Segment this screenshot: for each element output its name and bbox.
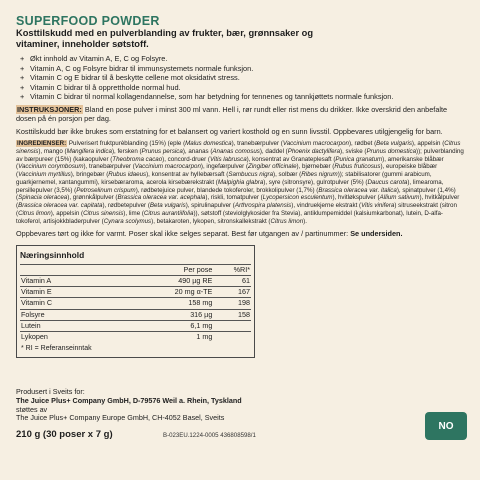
ingredient-text: ), tranebærpulver ( (83, 163, 135, 171)
latin-name: Beta vulgaris (376, 140, 412, 148)
latin-name: Malus domestica (185, 140, 232, 148)
storage-note: Oppbevares tørt og ikke for varmt. Poser skal ikke selges separat. Best før utgangen av / partinummer: Se undersiden. (16, 229, 403, 239)
ingredient-text: ), fersken ( (111, 147, 142, 155)
nutrient-ri: 167 (213, 287, 251, 298)
latin-name: Petroselinum crispum (76, 186, 136, 194)
ingredients-text (16, 140, 464, 225)
ingredient-text: ), spirulinapulver ( (185, 202, 235, 210)
instructions-text: Bland en pose pulver i minst 300 ml vann. Hell i, rør rundt eller rist mens du drikker. Ikke overskrid den anbefalte dosen på én porsjon per dag. (16, 104, 448, 123)
product-subtitle: Kosttilskudd med en pulverblanding av frukter, bær, grønnsaker og vitaminer, inneholder søtstoff. (16, 28, 314, 49)
net-weight: 210 g (30 poser x 7 g) (16, 429, 113, 440)
benefit-item: + Vitamin C og E bidrar til å beskytte cellene mot oksidativt stress. (20, 73, 240, 82)
nutrient-ri: 158 (213, 309, 251, 320)
disclaimer: Kosttilskudd bør ikke brukes som erstatning for et balansert og variert kosthold og en sunn livsstil. Oppbevares utilgjengelig for barn. (16, 126, 443, 136)
ingredient-text: ), bjørnebær ( (296, 163, 335, 171)
latin-name: Arthrospira platensis (234, 202, 292, 210)
producer-company: The Juice Plus+ Company GmbH, D-79576 Weil a. Rhein, Tyskland (16, 395, 242, 405)
benefit-item: + Vitamin C bidrar til normal kollagendannelse, som har betydning for tennenes og tannkjøttets normale funksjon. (20, 92, 394, 101)
table-row (20, 298, 251, 309)
latin-name: Vaccinium myrtillus (18, 171, 71, 179)
latin-name: Prunus persica (141, 147, 183, 155)
latin-name: Vaccinium corymbosum (18, 163, 84, 171)
ingredient-text: ), hvitkålpulver ( (16, 194, 460, 210)
nutrient-name: Lutein (20, 321, 132, 332)
table-row (20, 275, 251, 286)
ingredient-text: ), konsentrat av Granateplesaft ( (246, 155, 336, 163)
ingredient-text: ), vindruekjerne ekstrakt ( (291, 202, 362, 210)
latin-name: Allium sativum (379, 194, 420, 202)
nutrient-name: Vitamin C (20, 298, 132, 309)
ingredient-text: ), spinatpulver (1,4%) ( (16, 186, 456, 202)
nutrition-table (20, 264, 251, 343)
ingredient-text: ), hvitløkspulver ( (332, 194, 380, 202)
table-row (20, 309, 251, 320)
language-badge: NO (425, 412, 467, 440)
latin-name: Prunus domestica (366, 147, 417, 155)
label-content (16, 14, 466, 358)
table-row (20, 287, 251, 298)
latin-name: Spinacia oleracea (18, 194, 68, 202)
latin-name: Daucus carota (367, 178, 408, 186)
ingredient-text: ), amerikanske blåbær ( (16, 155, 444, 171)
benefit-item: + Økt innhold av Vitamin A, E, C og Folsyre. (20, 54, 168, 63)
nutrition-table-box (16, 245, 255, 358)
header-per-pose: Per pose (132, 264, 213, 275)
latin-name: Brassica oleracea var. acephala (117, 194, 206, 202)
instructions-label: INSTRUKSJONER: (17, 104, 82, 114)
ingredient-text: ), tranebærpulver ( (231, 140, 283, 148)
ingredient-text: )), søtstoff (steviolglykosider fra Stevia), antiklumpemiddel (kalsiumkarbonat), lutein, D-alfa-tokoferol, artisjokkbladerpulver ( (16, 209, 443, 225)
latin-name: Vitis vinifera (361, 202, 395, 210)
ingredient-text: ), concord-druer ( (162, 155, 210, 163)
ingredients-label: INGREDIENSER: (17, 140, 67, 148)
table-row (20, 332, 251, 343)
ingredient-text: ), mango ( (38, 147, 67, 155)
ingredient-text: ), solbær ( (273, 171, 302, 179)
latin-name: Rubus fruticosus (334, 163, 381, 171)
latin-name: Malpighia glabra (217, 178, 264, 186)
nutrient-ri (213, 332, 251, 343)
ingredient-text: ), appelsin ( (411, 140, 445, 148)
ingredient-text: ), europeiske blåbær ( (16, 163, 438, 179)
ingredient-text: ), grønnkålpulver ( (67, 194, 118, 202)
nutrient-ri: 198 (213, 298, 251, 309)
ri-footnote: * RI = Referanseinntak (21, 344, 92, 352)
ingredient-text: )); pulverblanding av bærpureer (15%) (kakaopulver ( (16, 147, 464, 163)
plus-icon: + (20, 63, 25, 73)
latin-name: Vaccinium macrocarpon (134, 163, 201, 171)
ingredient-text: ), rødbetepulver ( (102, 202, 150, 210)
producer-info: Produsert i Sveits for: The Juice Plus+ Company GmbH, D-79576 Weil a. Rhein, Tyskland støttes av The Juice Plus+ Company Europe GmbH, CH-4052 Basel, Sveits (16, 387, 242, 423)
product-codes: B-023EU.1224-0005 436808598/1 (163, 432, 256, 439)
latin-name: Vaccinium macrocarpon (282, 140, 349, 148)
instructions (16, 105, 466, 123)
benefits-list (16, 54, 466, 102)
nutrient-ri: 61 (213, 275, 251, 286)
latin-name: Sambucus nigra (228, 171, 274, 179)
table-header-row (20, 264, 251, 275)
nutrient-value: 316 µg (132, 309, 213, 320)
ingredient-text: ), syre (sitronsyre), gulrotpulver (5%) ( (263, 178, 368, 186)
latin-name: Rubus idaeus (108, 171, 147, 179)
ingredient-text: ). (303, 217, 307, 225)
ingredient-text: ), limearoma, persillepulver (3,5%) ( (16, 178, 444, 194)
plus-icon: + (20, 92, 25, 101)
latin-name: Lycopersicon esculentum (262, 194, 333, 202)
nutrient-value: 490 µg RE (132, 275, 213, 286)
benefit-item: + Vitamin A, C og Folsyre bidrar til immunsystemets normale funksjon. (20, 63, 254, 73)
latin-name: Punica granatum (335, 155, 383, 163)
nutrient-value: 158 mg (132, 298, 213, 309)
ingredient-text: ), rødbetejuice pulver, blandede tokoferoler, brokkolipulver (1,7%) ( (135, 186, 319, 194)
nutrient-value: 6,1 mg (132, 321, 213, 332)
header-name (20, 264, 132, 275)
nutrient-value: 20 mg α-TE (132, 287, 213, 298)
ingredients (16, 140, 466, 225)
ingredient-text: ), riskli, tomatpulver ( (205, 194, 263, 202)
latin-name: Citrus limon (270, 217, 304, 225)
nutrient-name: Vitamin E (20, 287, 132, 298)
latin-name: Mangifera indica (66, 147, 112, 155)
latin-name: Brassica oleracea var. capitata (18, 202, 103, 210)
nutrient-name: Lykopen (21, 332, 48, 342)
plus-icon: + (20, 82, 25, 92)
latin-name: Ribes nigrum (301, 171, 338, 179)
ingredient-text: ), ingefærpulver ( (200, 163, 249, 171)
ingredient-text: Pulverisert fruktpurèblanding (15%) (eple ( (67, 140, 186, 148)
ingredient-text: ), lime ( (123, 209, 144, 217)
nutrient-ri (213, 321, 251, 332)
latin-name: Citrus aurantiifolia (143, 209, 194, 217)
latin-name: Ananas comosus (212, 147, 260, 155)
ingredient-text: ), daddel ( (259, 147, 288, 155)
ingredient-text: ), bringebær ( (70, 171, 109, 179)
latin-name: Theobroma cacao (112, 155, 163, 163)
nutrient-value: 1 mg (196, 332, 213, 342)
ingredient-text: ), sviske ( (340, 147, 367, 155)
latin-name: Brassica oleracea var. italica (318, 186, 397, 194)
plus-icon: + (20, 54, 25, 63)
latin-name: Beta vulgaris (149, 202, 186, 210)
storage-bold: Se undersiden. (350, 229, 403, 239)
header-ri: %RI* (213, 264, 251, 275)
plus-icon: + (20, 73, 25, 82)
ingredient-text: ), ananas ( (182, 147, 213, 155)
latin-name: Vitis labrusca (209, 155, 247, 163)
product-title: SUPERFOOD POWDER (16, 14, 160, 28)
benefit-item: + Vitamin C bidrar til å opprettholde normal hud. (20, 82, 181, 92)
latin-name: Zingiber officinale (248, 163, 297, 171)
ingredient-text: ), rødbet ( (348, 140, 377, 148)
nutrient-name: Vitamin A (20, 275, 132, 286)
nutrition-title: Næringsinnhold (20, 249, 85, 260)
ingredient-text: ), appelsin ( (50, 209, 84, 217)
nutrient-name: Folsyre (20, 309, 132, 320)
table-row (20, 321, 251, 332)
latin-name: Citrus limon (18, 209, 51, 217)
latin-name: Citrus sinensis (83, 209, 124, 217)
ingredient-text: )); stabilisatorer (gummi arabicum, guarkjernemel, xantangummi), kirsebæraroma, acerola kirsebærekstrakt ( (16, 171, 432, 186)
ingredient-text: ) sitruseekstrakt (sitron ( (16, 202, 457, 217)
latin-name: Citrus sinensis (16, 140, 461, 155)
ingredient-text: ), betakaroten, lykopen, sitronskallekstrakt ( (151, 217, 271, 225)
latin-name: Phoenix dactylifera (287, 147, 341, 155)
nutrition-body (20, 275, 251, 342)
latin-name: Cynara scolymus (103, 217, 152, 225)
ingredient-text: ), konsentrat av hylIebærsaft ( (146, 171, 229, 179)
